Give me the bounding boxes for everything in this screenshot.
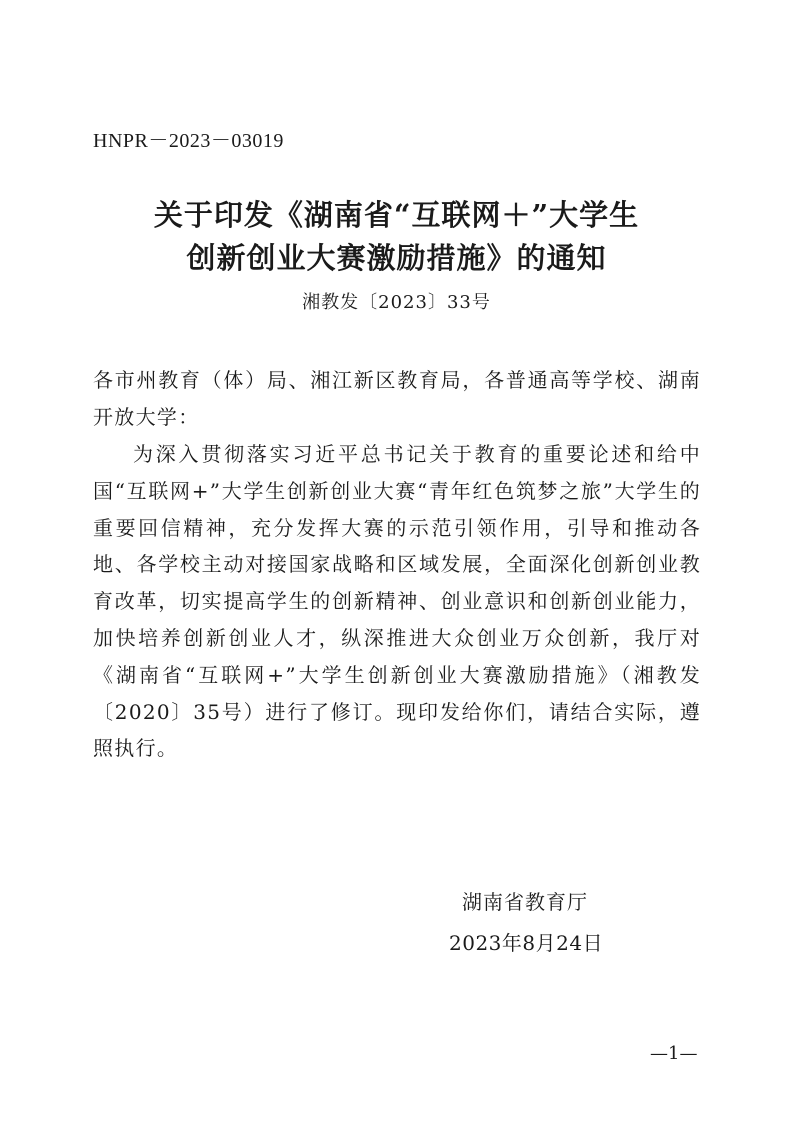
addressee: 各市州教育（体）局、湘江新区教育局，各普通高等学校、湖南开放大学：	[93, 368, 701, 429]
document-number: HNPR－2023－03019	[93, 130, 284, 152]
document-title-line-2: 创新创业大赛激励措施》的通知	[186, 241, 607, 275]
body-paragraph: 为深入贯彻落实习近平总书记关于教育的重要论述和给中国“互联网+”大学生创新创业大赛“青年红色筑梦之旅”大学生的重要回信精神，充分发挥大赛的示范引领作用，引导和推动各地、各学校主动对接国家战略和区域发展，全面深化创新创业教育改革，切实提高学生的创新精神、创业意识和创新创业能力，加快培养创新创业人才，纵深推进大众创业万众创新，我厅对《湖南省“互联网+”大学生创新创业大赛激励措施》（湘教发〔2020〕35号）进行了修订。现印发给你们，请结合实际，遵照执行。	[93, 442, 701, 761]
issuer-signature: 湖南省教育厅	[462, 890, 588, 914]
document-title-line-1: 关于印发《湖南省“互联网＋”大学生	[153, 198, 640, 232]
page-number: —1—	[650, 1043, 698, 1064]
issue-date: 2023年8月24日	[449, 931, 604, 955]
issue-number: 湘教发〔2023〕33号	[302, 292, 491, 313]
